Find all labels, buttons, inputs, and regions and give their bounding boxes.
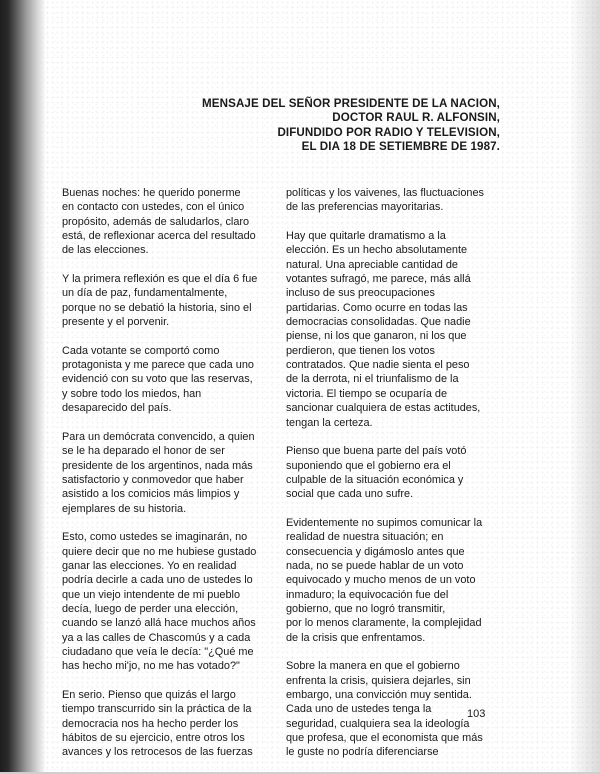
text-line: presente y el porvenir.: [62, 316, 170, 329]
text-line: protagonista y me parece que cada uno: [62, 359, 254, 372]
text-line: Sobre la manera en que el gobierno: [286, 660, 460, 673]
text-line: quiere decir que no me hubiese gustado: [62, 545, 257, 558]
text-line: le guste no podría diferenciarse: [286, 746, 439, 759]
text-line: Evidentemente no supimos comunicar la: [286, 516, 483, 529]
text-line: ejemplares de su historia.: [62, 502, 187, 515]
text-line: ya a las calles de Chascomús y a cada: [62, 631, 251, 644]
book-binding-edge: [0, 0, 46, 772]
text-line: En serio. Pienso que quizás el largo: [62, 689, 236, 702]
message-heading: [120, 97, 500, 154]
text-line: asistido a los comicios más limpios y: [62, 488, 240, 501]
paragraph: [286, 516, 498, 645]
heading-line: MENSAJE DEL SEÑOR PRESIDENTE DE LA NACION,: [202, 97, 500, 110]
text-line: ganar las elecciones. Yo en realidad: [62, 559, 237, 572]
paragraph: [62, 344, 280, 416]
text-line: políticas y los vaivenes, las fluctuaciones: [286, 187, 484, 199]
paragraph: [286, 229, 498, 430]
text-line: satisfactorio y conmovedor que haber: [62, 473, 244, 486]
text-line: incluso de sus preocupaciones: [286, 287, 435, 300]
text-line: presidente de los argentinos, nada más: [62, 459, 253, 472]
text-line: de las elecciones.: [62, 244, 149, 257]
text-line: tengan la certeza.: [286, 416, 373, 429]
text-line: Hay que quitarle dramatismo a la: [286, 230, 446, 243]
text-line: contratados. Que nadie sienta el peso: [286, 359, 470, 372]
text-line: Y la primera reflexión es que el día 6 fue: [62, 273, 258, 286]
text-line: embargo, una convicción muy sentida.: [286, 689, 472, 702]
text-line: en contacto con ustedes, con el único: [62, 201, 245, 214]
text-line: Para un demócrata convencido, a quien: [62, 430, 255, 443]
text-line: desaparecido del país.: [62, 402, 172, 415]
text-line: se le ha deparado el honor de ser: [62, 445, 225, 458]
text-line: hábitos de su ejercicio, entre otros los: [62, 732, 245, 745]
text-line: está, de reflexionar acerca del resultado: [62, 230, 256, 243]
text-line: tiempo transcurrido sin la práctica de la: [62, 703, 252, 716]
text-line: ciudadano que veía le decía: "¿Qué me: [62, 646, 254, 658]
paragraph: [62, 272, 280, 329]
text-line: nada, no se puede hablar de un voto: [286, 559, 464, 572]
text-line: por lo menos claramente, la complejidad: [286, 617, 482, 630]
text-line: consecuencia y digámoslo antes que: [286, 545, 465, 558]
text-line: Pienso que buena parte del país votó: [286, 445, 467, 458]
text-line: elección. Es un hecho absolutamente: [286, 244, 468, 257]
text-line: Buenas noches: he querido ponerme: [62, 187, 241, 199]
text-line: que un viejo intendente de mi pueblo: [62, 588, 241, 601]
text-line: culpable de la situación económica y: [286, 473, 464, 486]
text-line: Esto, como ustedes se imaginarán, no: [62, 531, 248, 544]
text-line: de la crisis que enfrentamos.: [286, 631, 426, 644]
text-line: sancionar cualquiera de estas actitudes,: [286, 402, 481, 415]
text-line: que profesa, que el economista que más: [286, 732, 483, 745]
text-line: has hecho mi'jo, no me has votado?": [62, 660, 240, 673]
right-text-column: [286, 186, 498, 774]
text-line: de las preferencias mayoritarias.: [286, 201, 444, 214]
text-line: equivocado y mucho menos de un voto: [286, 574, 476, 587]
paragraph: [62, 688, 280, 760]
paragraph: [62, 186, 280, 258]
text-line: porque no se debatió la historia, sino el: [62, 301, 252, 314]
text-line: enfrenta la crisis, quisiera dejarles, sin: [286, 674, 471, 687]
text-line: cuando se lanzó allá hace muchos años: [62, 617, 256, 630]
text-line: democracias consolidadas. Que nadie: [286, 316, 471, 329]
text-line: Cada uno de ustedes tenga la: [286, 703, 432, 716]
text-line: votantes sufragó, me parece, más allá: [286, 273, 471, 286]
page-number: 103: [467, 708, 486, 720]
text-line: evidenció con su voto que las reservas,: [62, 373, 253, 386]
text-line: democracia nos ha hecho perder los: [62, 717, 239, 730]
heading-line: DIFUNDIDO POR RADIO Y TELEVISION,: [277, 125, 500, 139]
text-line: inmaduro; la equivocación fue del: [286, 588, 449, 601]
text-line: un día de paz, fundamentalmente,: [62, 287, 228, 300]
text-line: propósito, además de saludarlos, claro: [62, 215, 250, 228]
text-line: suponiendo que el gobierno era el: [286, 459, 451, 472]
text-line: perdieron, que tienen los votos: [286, 344, 435, 357]
text-line: social que cada uno sufre.: [286, 488, 414, 501]
page-shadow: [570, 0, 600, 772]
text-line: seguridad, cualquiera sea la ideología: [286, 717, 470, 730]
text-line: y sobre todo los miedos, han: [62, 387, 202, 400]
text-line: piense, ni los que ganaron, ni los que: [286, 330, 467, 343]
heading-line: DOCTOR RAUL R. ALFONSIN,: [332, 111, 500, 125]
heading-line: EL DIA 18 DE SETIEMBRE DE 1987.: [301, 139, 500, 153]
paragraph: [286, 444, 498, 501]
paragraph: [286, 186, 498, 215]
text-line: decía, luego de perder una elección,: [62, 602, 239, 615]
paragraph: [62, 530, 280, 673]
text-line: gobierno, que no logró transmitir,: [286, 602, 446, 615]
text-line: partidarias. Como ocurre en todas las: [286, 301, 468, 314]
text-line: Cada votante se comportó como: [62, 344, 220, 357]
text-line: avances y los retrocesos de las fuerzas: [62, 746, 253, 759]
text-line: realidad de nuestra situación; en: [286, 531, 444, 544]
paragraph: [62, 430, 280, 516]
text-line: de la derrota, ni el triunfalismo de la: [286, 373, 459, 386]
text-line: victoria. El tiempo se ocuparía de: [286, 387, 448, 400]
left-text-column: [62, 186, 280, 774]
text-line: natural. Una apreciable cantidad de: [286, 258, 458, 271]
text-line: podría decirle a cada uno de ustedes lo: [62, 574, 253, 587]
